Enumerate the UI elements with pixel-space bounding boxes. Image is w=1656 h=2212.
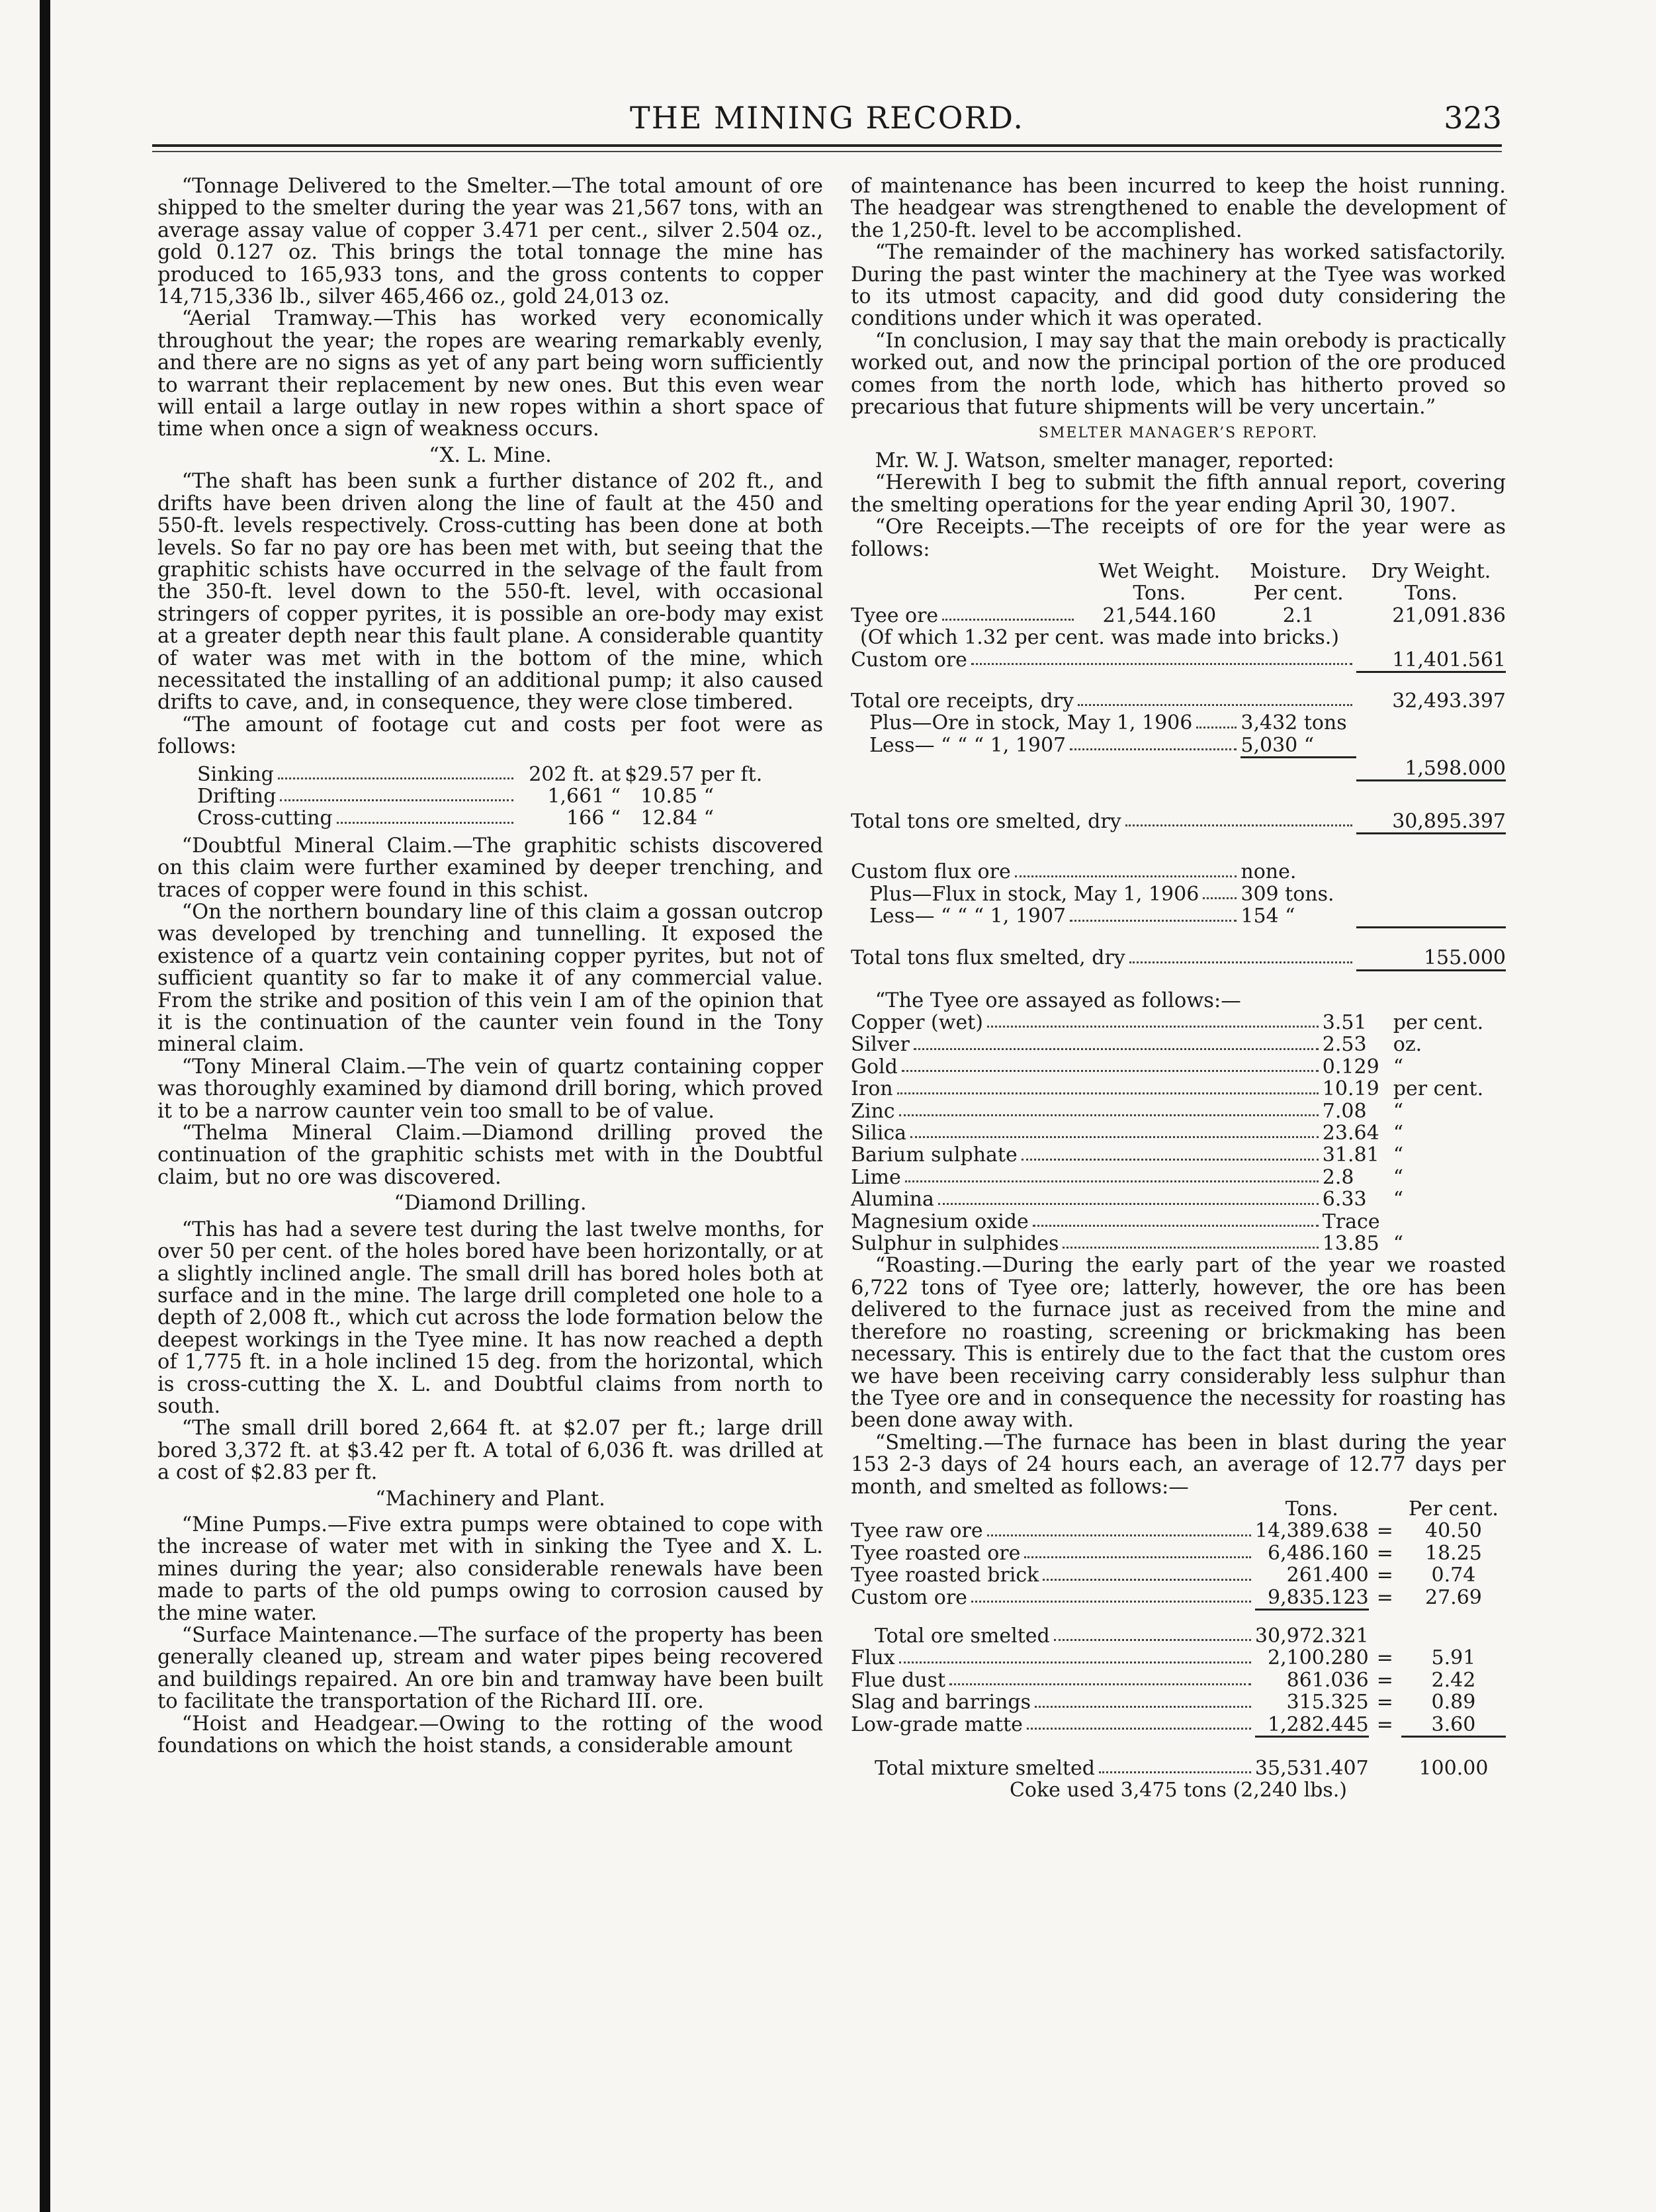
row-label: Total mixture smelted <box>875 1757 1095 1780</box>
row-label: Custom ore <box>851 648 967 672</box>
table-row <box>851 758 1506 781</box>
header-rule <box>152 144 1502 147</box>
paragraph: “The amount of footage cut and costs per foot were as follows: <box>157 713 823 759</box>
paragraph: “Thelma Mineral Claim.—Diamond drilling proved the continuation of the graphitic schists met with in the Doubtful claim, but no ore was discovered. <box>157 1122 823 1189</box>
row-label: Plus—Ore in stock, May 1, 1906 <box>869 711 1193 735</box>
row-label: Total ore receipts, dry <box>851 689 1074 713</box>
ore-receipts-table <box>851 560 1506 971</box>
row-label: Magnesium oxide <box>851 1210 1029 1233</box>
equals-sign: = <box>1376 1646 1393 1670</box>
paragraph: “Aerial Tramway.—This has worked very economically throughout the year; the ropes are wearing remarkably evenly, and there are no signs as yet of any part being worn sufficiently to warrant their replacement by new ones. But this even wear will entail a large outlay in new ropes within a short space of time when once a sign of weakness occurs. <box>157 307 823 441</box>
col-header: Per cent. <box>1253 582 1344 605</box>
row-label: Low-grade matte <box>851 1712 1023 1736</box>
row-label: Slag and barrings <box>851 1691 1031 1714</box>
footage-cost: 12.84 “ <box>640 807 714 830</box>
assay-row <box>851 1122 1506 1144</box>
assay-row <box>851 1012 1506 1034</box>
paragraph: “The shaft has been sunk a further distance of 202 ft., and drifts have been driven along the line of fault at the 450 and 550-ft. levels respectively. Cross-cutting has been done at both levels. So far no pay ore has been met with, but seeing that the graphitic schists have occurred in the selvage of the fault from the 350-ft. level down to the 550-ft. level, with occasional stringers of copper pyrites, it is possible an ore-body may exist at a greater depth near this fault plane. A considerable quantity of water was met with in the bottom of the mine, which necessitated the installing of an additional pump; it also caused drifts to cave, and, in consequence, they were close timbered. <box>157 470 823 715</box>
equals-sign: = <box>1376 1712 1393 1736</box>
col-header: Tons. <box>1133 582 1186 605</box>
footage-feet: 1,661 “ <box>547 784 621 808</box>
smelting-row <box>851 1669 1506 1691</box>
assay-unit: “ <box>1393 1122 1404 1145</box>
tons-value: 2,100.280 <box>1268 1646 1369 1670</box>
table-header-row <box>851 560 1506 582</box>
footage-label: Sinking <box>197 762 274 786</box>
header-rule-thin <box>152 151 1502 152</box>
paragraph: “Mine Pumps.—Five extra pumps were obtained to cope with the increase of water met with in sinking the Tyee and X. L. mines during the year; also considerable renewals have been made to parts of the old pumps owing to corrosion caused by the mine water. <box>157 1513 823 1625</box>
equals-sign: = <box>1376 1564 1393 1587</box>
equals-sign: = <box>1376 1691 1393 1714</box>
assay-row <box>851 1188 1506 1210</box>
coke-note: Coke used 3,475 tons (2,240 lbs.) <box>1009 1779 1348 1802</box>
smelting-row <box>851 1587 1506 1610</box>
smelting-row <box>851 1564 1506 1586</box>
section-heading: “X. L. Mine. <box>429 443 552 467</box>
section-heading: “Diamond Drilling. <box>394 1192 587 1216</box>
paragraph: “Doubtful Mineral Claim.—The graphitic schists discovered on this claim were further examined by deeper trenching, and traces of copper were found in this schist. <box>157 834 823 902</box>
paragraph: of maintenance has been incurred to keep the hoist running. The headgear was strengthened to enable the development of the 1,250-ft. level to be accomplished. <box>851 175 1506 242</box>
percent-value: 18.25 <box>1424 1541 1482 1565</box>
assay-value: 10.19 <box>1322 1077 1379 1101</box>
row-label: Tyee raw ore <box>851 1519 983 1543</box>
table-row <box>851 947 1506 970</box>
footage-label: Drifting <box>197 784 277 808</box>
table-header-row <box>851 1498 1506 1520</box>
tons-value: 261.400 <box>1286 1564 1369 1587</box>
stock-difference: 1,598.000 <box>1405 756 1506 780</box>
note: (Of which 1.32 per cent. was made into bricks.) <box>860 626 1340 650</box>
smelting-row <box>851 1647 1506 1669</box>
assay-unit: “ <box>1393 1232 1404 1256</box>
tons-value: 1,282.445 <box>1268 1712 1369 1736</box>
table-row <box>851 905 1506 927</box>
assay-unit: “ <box>1393 1099 1404 1123</box>
assay-unit: “ <box>1393 1055 1404 1079</box>
row-label: Tyee roasted ore <box>851 1541 1021 1565</box>
table-row <box>197 764 769 785</box>
equals-sign: = <box>1376 1585 1393 1609</box>
paragraph: “The Tyee ore assayed as follows:— <box>875 989 1241 1012</box>
row-label: Copper (wet) <box>851 1011 983 1034</box>
tons-value: 6,486.160 <box>1268 1541 1369 1565</box>
left-column <box>157 175 823 1757</box>
row-label: Less— “ “ “ 1, 1907 <box>869 733 1067 757</box>
percent-value: 3.60 <box>1431 1712 1476 1736</box>
paragraph: “Smelting.—The furnace has been in blast during the year 153 2-3 days of 24 hours each, an average of 12.77 days per month, and smelted as follows:— <box>851 1431 1506 1499</box>
percent-value: 0.74 <box>1431 1564 1476 1587</box>
smelting-table <box>851 1498 1506 1802</box>
col-header: Dry Weight. <box>1371 559 1491 583</box>
col-header: Moisture. <box>1250 559 1348 583</box>
row-label: Custom ore <box>851 1585 967 1609</box>
assay-value: 2.8 <box>1322 1165 1354 1189</box>
percent-value: 5.91 <box>1431 1646 1476 1670</box>
assay-row <box>851 1144 1506 1166</box>
flux-value: none. <box>1241 860 1297 884</box>
table-header-row <box>851 582 1506 604</box>
assay-unit: per cent. <box>1393 1011 1484 1034</box>
table-row <box>851 883 1506 905</box>
row-label: Custom flux ore <box>851 860 1011 884</box>
percent-value: 0.89 <box>1431 1691 1476 1714</box>
tons-value: 9,835.123 <box>1268 1585 1369 1609</box>
assay-row <box>851 1034 1506 1055</box>
paragraph: “Tonnage Delivered to the Smelter.—The total amount of ore shipped to the smelter during the year was 21,567 tons, with an average assay value of copper 3.471 per cent., silver 2.504 oz., gold 0.127 oz. This brings the total tonnage the mine has produced to 165,933 tons, and the gross contents to copper 14,715,336 lb., silver 465,466 oz., gold 24,013 oz. <box>157 175 823 309</box>
row-label: Plus—Flux in stock, May 1, 1906 <box>869 882 1199 906</box>
percent-value: 2.42 <box>1431 1668 1476 1692</box>
percent-value: 100.00 <box>1418 1757 1489 1780</box>
stock-value: 3,432 tons <box>1241 711 1347 735</box>
row-label: Flue dust <box>851 1668 945 1692</box>
smelting-row <box>851 1714 1506 1737</box>
row-label: Silica <box>851 1122 907 1145</box>
paragraph: “Ore Receipts.—The receipts of ore for the year were as follows: <box>851 515 1506 561</box>
dry-weight: 21,091.836 <box>1392 603 1506 627</box>
table-row <box>851 649 1506 672</box>
dry-weight: 11,401.561 <box>1392 648 1506 672</box>
section-heading: SMELTER MANAGER’S REPORT. <box>1038 425 1319 442</box>
table-row <box>851 811 1506 834</box>
footage-table <box>197 764 769 830</box>
smelting-row <box>851 1520 1506 1542</box>
tons-value: 35,531.407 <box>1254 1757 1369 1780</box>
row-label: Total tons ore smelted, dry <box>851 810 1121 834</box>
paragraph: “Surface Maintenance.—The surface of the property has been generally cleaned up, stream and water pipes being recovered and buildings repaired. An ore bin and tramway have been built to facilitate the transportation of the Richard III. ore. <box>157 1624 823 1714</box>
assay-row <box>851 1078 1506 1100</box>
footage-cost: 10.85 “ <box>640 784 714 808</box>
wet-weight: 21,544.160 <box>1102 603 1217 627</box>
row-label: Sulphur in sulphides <box>851 1232 1059 1256</box>
paragraph: “Herewith I beg to submit the fifth annual report, covering the smelting operations for the year ending April 30, 1907. <box>851 471 1506 517</box>
col-header: Wet Weight. <box>1098 559 1221 583</box>
tons-value: 30,972.321 <box>1254 1624 1369 1648</box>
equals-sign: = <box>1376 1519 1393 1543</box>
assay-unit: oz. <box>1393 1033 1422 1057</box>
assay-value: 23.64 <box>1322 1122 1379 1145</box>
assay-value: 0.129 <box>1322 1055 1379 1079</box>
paragraph: “On the northern boundary line of this claim a gossan outcrop was developed by trenching and tunnelling. It exposed the existence of a quartz vein containing copper pyrites, but not of sufficient quantity so far to make it of any commercial value. From the strike and position of this vein I am of the opinion that it is the continuation of the caunter vein found in the Tony mineral claim. <box>157 901 823 1057</box>
tons-value: 861.036 <box>1286 1668 1369 1692</box>
total-value: 155.000 <box>1356 947 1506 970</box>
assay-value: 6.33 <box>1322 1188 1367 1212</box>
assay-row <box>851 1100 1506 1122</box>
assay-unit: per cent. <box>1393 1077 1484 1101</box>
smelting-row <box>851 1691 1506 1713</box>
assay-unit <box>1388 1211 1506 1233</box>
assay-row <box>851 1167 1506 1188</box>
footage-feet: 166 “ <box>566 807 621 830</box>
row-label: Total ore smelted <box>875 1624 1050 1648</box>
assay-row <box>851 1056 1506 1078</box>
total-value: 32,493.397 <box>1392 689 1506 713</box>
percent-value: 27.69 <box>1424 1585 1482 1609</box>
table-row <box>851 712 1506 734</box>
percent-value: 40.50 <box>1424 1519 1482 1543</box>
assay-value: 7.08 <box>1322 1099 1367 1123</box>
row-label: Gold <box>851 1055 898 1079</box>
paragraph: “Hoist and Headgear.—Owing to the rotting of the wood foundations on which the hoist stands, a considerable amount <box>157 1712 823 1758</box>
paragraph: Mr. W. J. Watson, smelter manager, reported: <box>875 449 1334 472</box>
moisture: 2.1 <box>1282 603 1315 627</box>
row-label: Silver <box>851 1033 910 1057</box>
row-label: Less— “ “ “ 1, 1907 <box>869 905 1067 928</box>
assay-value: 31.81 <box>1322 1143 1379 1167</box>
paragraph: “The remainder of the machinery has worked satisfactorily. During the past winter the machinery at the Tyee was worked to its utmost capacity, and did good duty considering the conditions under which it was operated. <box>851 241 1506 331</box>
flux-value: 309 tons. <box>1241 882 1334 906</box>
table-row <box>851 1625 1506 1647</box>
paragraph: “This has had a severe test during the last twelve months, for over 50 per cent. of the holes bored have been horizontally, or at a slightly inclined angle. The small drill has bored holes both at surface and in the mine. The large drill completed one hole to a depth of 2,008 ft., which cut across the lode formation below the deepest workings in the Tyee mine. It has now reached a depth of 1,775 ft. in a hole inclined 15 deg. from the horizontal, which is cross-cutting the X. L. and Doubtful claims from north to south. <box>157 1217 823 1418</box>
assay-unit: “ <box>1393 1143 1404 1167</box>
right-column <box>851 175 1506 1802</box>
row-label: Alumina <box>851 1188 934 1212</box>
paragraph: “Roasting.—During the early part of the year we roasted 6,722 tons of Tyee ore; latterly, however, the ore has been delivered to the furnace just as received from the mine and therefore no roasting, screening or brickmaking has been necessary. This is entirely due to the fact that the custom ores we have been receiving carry considerably less sulphur than the Tyee ore and in consequence the necessity for roasting has been done away with. <box>851 1254 1506 1433</box>
table-row <box>197 807 769 829</box>
assay-row <box>851 1233 1506 1255</box>
assay-value: 13.85 <box>1322 1232 1379 1256</box>
row-label: Zinc <box>851 1099 895 1123</box>
assay-value: 2.53 <box>1322 1033 1367 1057</box>
flux-value: 154 “ <box>1241 905 1295 928</box>
table-row <box>851 690 1506 712</box>
col-header: Tons. <box>1404 582 1458 605</box>
assay-unit: “ <box>1393 1188 1404 1212</box>
assay-unit: “ <box>1393 1165 1404 1189</box>
table-row <box>851 861 1506 883</box>
paragraph: “In conclusion, I may say that the main orebody is practically worked out, and now the principal portion of the ore produced comes from the north lode, which has hitherto proved so precarious that future shipments will be very uncertain.” <box>851 329 1506 420</box>
section-heading: “Machinery and Plant. <box>375 1487 605 1511</box>
stock-value: 5,030 “ <box>1241 733 1315 757</box>
col-header: Per cent. <box>1408 1497 1499 1521</box>
journal-title: THE MINING RECORD. <box>630 100 1024 136</box>
total-value: 30,895.397 <box>1356 811 1506 834</box>
row-label: Tyee roasted brick <box>851 1564 1039 1587</box>
tons-value: 315.325 <box>1286 1691 1369 1714</box>
page-number: 323 <box>1444 100 1502 136</box>
smelting-row <box>851 1542 1506 1564</box>
equals-sign: = <box>1376 1668 1393 1692</box>
assay-value: Trace <box>1322 1210 1380 1233</box>
equals-sign: = <box>1376 1541 1393 1565</box>
paragraph: “Tony Mineral Claim.—The vein of quartz containing copper was thoroughly examined by diamond drill boring, which proved it to be a narrow caunter vein too small to be of value. <box>157 1055 823 1123</box>
row-label: Tyee ore <box>851 603 939 627</box>
footage-label: Cross-cutting <box>197 807 333 830</box>
footage-feet: 202 ft. at <box>529 762 621 786</box>
table-row <box>851 734 1506 758</box>
assay-row <box>851 1211 1506 1233</box>
table-row <box>851 605 1506 627</box>
row-label: Total tons flux smelted, dry <box>851 946 1125 970</box>
table-row <box>851 627 1506 648</box>
paragraph: “The small drill bored 2,664 ft. at $2.07 per ft.; large drill bored 3,372 ft. at $3.42 per ft. A total of 6,036 ft. was drilled at a cost of $2.83 per ft. <box>157 1417 823 1485</box>
assay-table <box>851 1012 1506 1255</box>
table-row <box>851 1779 1506 1801</box>
table-row <box>851 1757 1506 1779</box>
row-label: Flux <box>851 1646 895 1670</box>
assay-value: 3.51 <box>1322 1011 1367 1034</box>
row-label: Lime <box>851 1165 901 1189</box>
row-label: Iron <box>851 1077 893 1101</box>
binding-edge <box>40 0 50 2212</box>
table-row <box>197 785 769 807</box>
tons-value: 14,389.638 <box>1254 1519 1369 1543</box>
footage-cost: $29.57 per ft. <box>625 762 763 786</box>
col-header: Tons. <box>1285 1497 1338 1521</box>
row-label: Barium sulphate <box>851 1143 1018 1167</box>
